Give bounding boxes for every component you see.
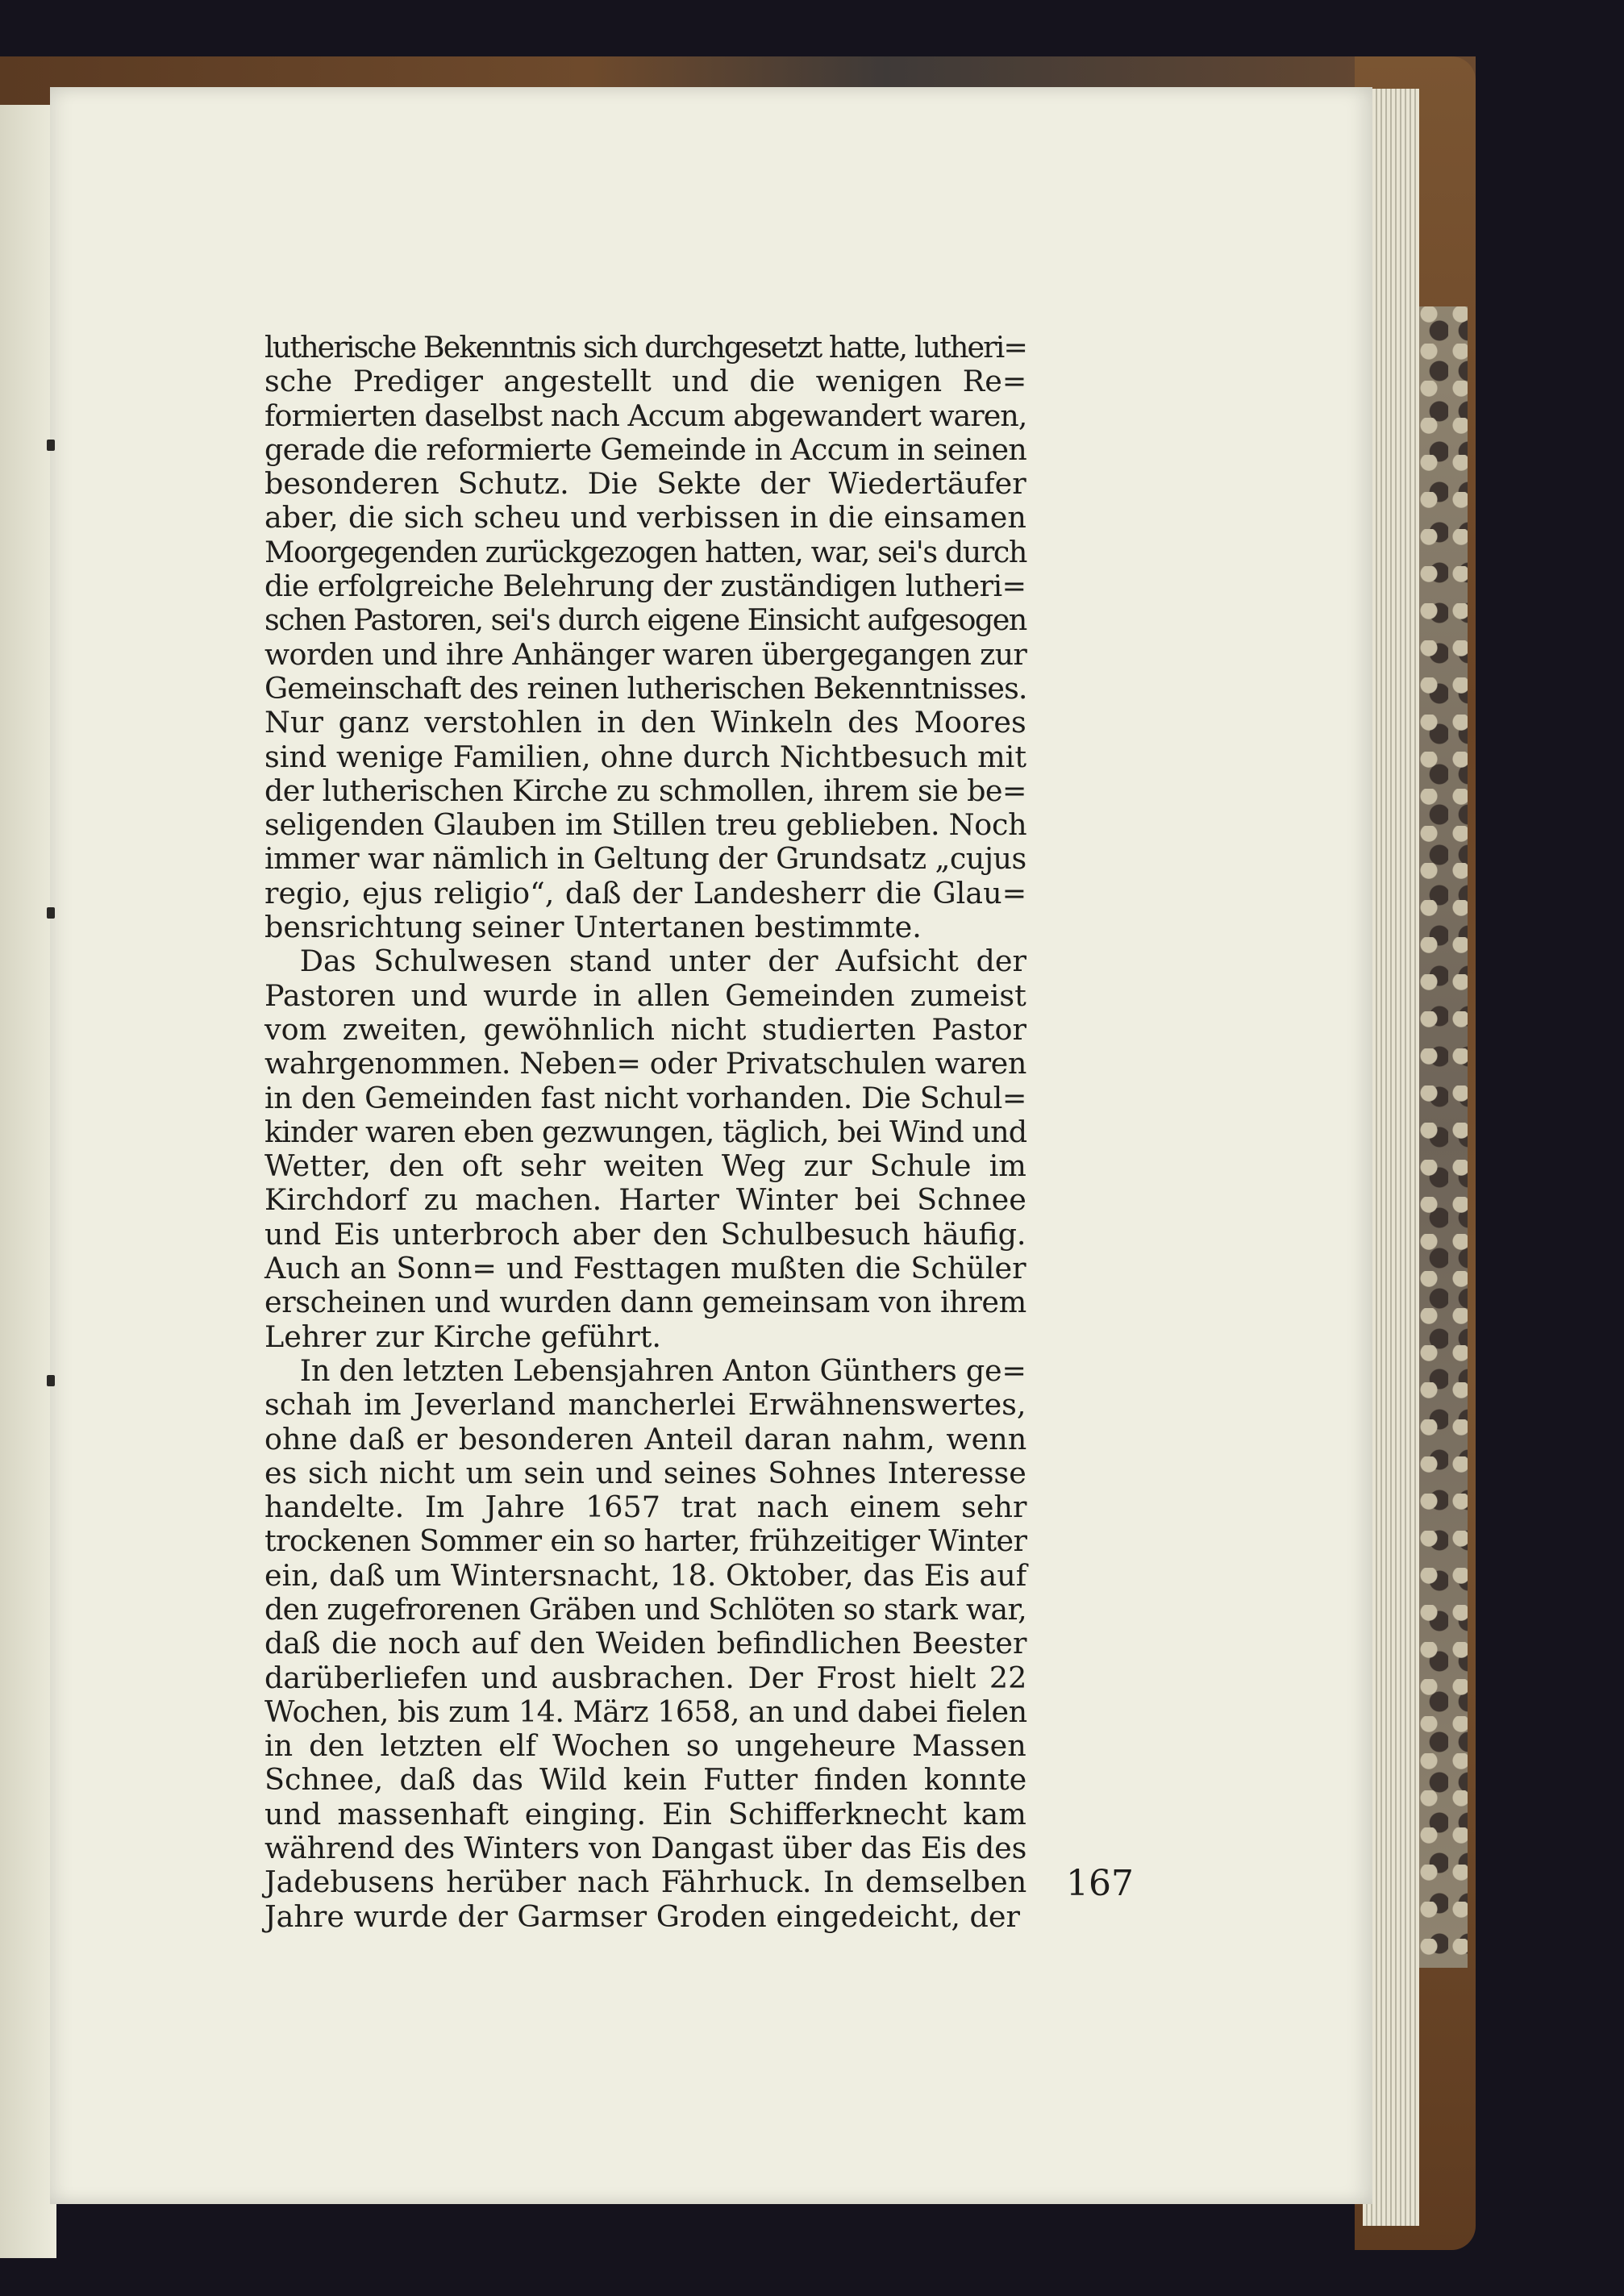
text-line: und Eis unterbroch aber den Schulbesuch häufig.: [264, 1216, 1026, 1252]
text-line: gerade die reformierte Gemeinde in Accum in seinen: [264, 431, 1027, 467]
text-line: aber, die sich scheu und verbissen in die einsamen: [264, 500, 1026, 535]
text-line: formierten daselbst nach Accum abgewandert waren,: [264, 398, 1027, 433]
text-line: In den letzten Lebensjahren Anton Günthers ge=: [299, 1352, 1026, 1388]
text-line: handelte. Im Jahre 1657 trat nach einem sehr: [264, 1490, 1027, 1525]
text-line: Jadebusens herüber nach Fährhuck. In demselben: [264, 1865, 1027, 1900]
text-line: Pastoren und wurde in allen Gemeinden zumeist: [264, 977, 1026, 1013]
text-line: schen Pastoren, sei's durch eigene Einsicht aufgesogen: [264, 602, 1026, 638]
text-line: den zugefrorenen Gräben und Schlöten so stark war,: [264, 1591, 1027, 1627]
text-line: worden und ihre Anhänger waren übergegangen zur: [264, 636, 1027, 672]
text-line: trockenen Sommer ein so harter, frühzeitiger Winter: [264, 1523, 1027, 1559]
text-line: seligenden Glauben im Stillen treu geblieben. Noch: [264, 807, 1027, 843]
text-line: die erfolgreiche Belehrung der zuständigen lutheri=: [264, 569, 1026, 604]
text-line: ohne daß er besonderen Anteil daran nahm, wenn: [264, 1421, 1027, 1456]
text-line: in den Gemeinden fast nicht vorhanden. Die Schul=: [264, 1080, 1027, 1115]
text-line: Nur ganz verstohlen in den Winkeln des Moores: [264, 705, 1026, 740]
text-line: vom zweiten, gewöhnlich nicht studierten Pastor: [264, 1011, 1026, 1047]
text-line: es sich nicht um sein und seines Sohnes Interesse: [264, 1455, 1026, 1490]
text-line: bensrichtung seiner Untertanen bestimmte.: [264, 910, 922, 945]
text-line: und massenhaft einging. Ein Schifferknecht kam: [264, 1796, 1026, 1831]
text-line: regio, ejus religio“, daß der Landesherr die Glau=: [264, 875, 1027, 910]
facing-page-edge: [0, 81, 56, 2258]
text-line: lutherische Bekenntnis sich durchgesetzt hatte, lutheri=: [264, 330, 1027, 365]
page-body-text: [264, 331, 1026, 1934]
text-line: sind wenige Familien, ohne durch Nichtbesuch mit: [264, 739, 1027, 774]
text-line: Auch an Sonn= und Festtagen mußten die Schüler: [264, 1251, 1026, 1286]
text-line: Wetter, den oft sehr weiten Weg zur Schule im: [264, 1148, 1026, 1184]
text-line: während des Winters von Dangast über das Eis des: [264, 1831, 1027, 1866]
text-line: der lutherischen Kirche zu schmollen, ihrem sie be=: [264, 773, 1026, 808]
text-line: schah im Jeverland mancherlei Erwähnenswertes,: [264, 1387, 1026, 1423]
text-line: erscheinen und wurden dann gemeinsam von ihrem: [264, 1285, 1026, 1320]
text-line: daß die noch auf den Weiden befindlichen Beester: [264, 1626, 1027, 1661]
text-line: wahrgenommen. Neben= oder Privatschulen waren: [264, 1046, 1026, 1081]
text-line: Lehrer zur Kirche geführt.: [264, 1319, 661, 1354]
text-line: immer war nämlich in Geltung der Grundsatz „cujus: [264, 841, 1026, 877]
marbled-cover: [1419, 306, 1468, 1968]
text-line: besonderen Schutz. Die Sekte der Wiedertäufer: [264, 466, 1026, 502]
margin-mark: [47, 440, 55, 451]
margin-mark: [47, 1375, 55, 1386]
margin-mark: [47, 907, 55, 919]
text-line: kinder waren eben gezwungen, täglich, bei Wind und: [264, 1114, 1027, 1149]
text-line: Schnee, daß das Wild kein Futter finden konnte: [264, 1762, 1027, 1798]
page-number: 167: [1066, 1863, 1134, 1904]
text-line: darüberliefen und ausbrachen. Der Frost hielt 22: [264, 1660, 1027, 1695]
text-line: Gemeinschaft des reinen lutherischen Bekenntnisses.: [264, 670, 1027, 706]
text-line: in den letzten elf Wochen so ungeheure Massen: [264, 1728, 1026, 1764]
text-line: ein, daß um Wintersnacht, 18. Oktober, das Eis auf: [264, 1557, 1027, 1593]
text-line: Das Schulwesen stand unter der Aufsicht der: [299, 944, 1026, 979]
text-line: sche Prediger angestellt und die wenigen Re=: [264, 364, 1027, 399]
text-line: Wochen, bis zum 14. März 1658, an und dabei fielen: [264, 1694, 1027, 1729]
text-line: Jahre wurde der Garmser Groden eingedeicht, der: [264, 1898, 1020, 1934]
text-line: Moorgegenden zurückgezogen hatten, war, sei's durch: [264, 534, 1026, 569]
text-line: Kirchdorf zu machen. Harter Winter bei Schnee: [264, 1182, 1026, 1218]
